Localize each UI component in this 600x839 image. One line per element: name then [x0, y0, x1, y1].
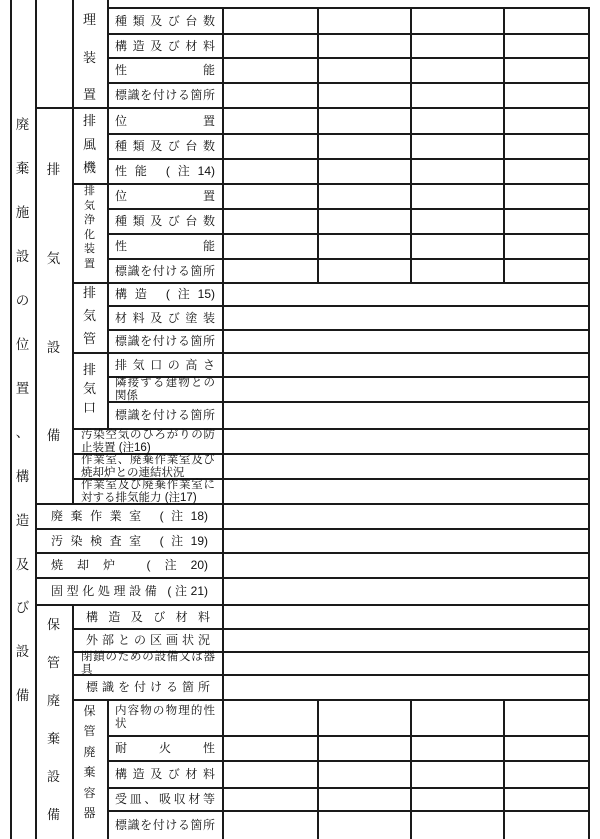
- vertical-char: 機: [82, 160, 96, 175]
- group-label-exhaust-fan: [74, 107, 105, 183]
- vertical-char: 備: [46, 807, 60, 822]
- row-label: [108, 135, 222, 158]
- row-label: [108, 35, 222, 57]
- row-label: [108, 109, 222, 133]
- row-label: [37, 530, 222, 552]
- vertical-char: 容: [83, 785, 96, 800]
- group-label-storage-equipment: [37, 604, 70, 839]
- row-label-text: 標識を付ける箇所: [115, 408, 215, 423]
- row-label: [108, 210, 222, 233]
- row-label: [74, 455, 222, 478]
- group-label-exhaust-outlet: [74, 352, 105, 428]
- vertical-char: 気: [82, 381, 96, 396]
- row-label-text: 標識を付ける箇所: [115, 263, 215, 278]
- row-label-text: 隣接する建物との関係: [115, 376, 215, 402]
- vertical-char: 設: [15, 248, 30, 264]
- row-label-text: 種類及び台数: [115, 214, 215, 229]
- vertical-char: び: [15, 600, 30, 616]
- vertical-char: 棄: [83, 765, 96, 780]
- vertical-char: 装: [84, 243, 95, 256]
- data-entry-area: [222, 7, 590, 839]
- vertical-char: 器: [83, 805, 96, 820]
- vertical-char: 装: [82, 49, 96, 65]
- group-label-exhaust-purifier: [74, 183, 105, 282]
- vertical-char: 気: [84, 199, 95, 212]
- row-label-text: 性能: [115, 239, 215, 254]
- row-label: [108, 185, 222, 208]
- group-label-exhaust-equipment: [37, 107, 70, 503]
- vertical-char: 浄: [84, 214, 95, 227]
- row-label-text: 閉鎖のための設備又は器具: [81, 650, 215, 676]
- row-label-text: 固型化処理設備 (注21): [51, 584, 208, 599]
- row-label: [108, 737, 222, 760]
- row-label: [108, 59, 222, 82]
- vertical-char: 化: [84, 228, 95, 241]
- row-label-text: 標識を付ける箇所: [115, 88, 215, 103]
- vertical-char: 廃: [83, 744, 96, 759]
- vertical-char: 気: [46, 250, 61, 266]
- vertical-char: 排: [84, 185, 95, 197]
- vertical-char: 設: [46, 339, 61, 355]
- row-label: [37, 505, 222, 528]
- row-label-text: 汚染検査室 (注19): [51, 533, 208, 548]
- row-label-text: 位置: [115, 113, 215, 128]
- row-label: [37, 579, 222, 604]
- row-label-text: 構造及び材料: [115, 38, 215, 53]
- group-label-treatment-device: [74, 0, 105, 107]
- row-label-text: 作業室及び廃棄作業室に対する排気能力 (注17): [81, 478, 215, 504]
- vertical-char: 排: [46, 162, 61, 177]
- row-label: [108, 260, 222, 282]
- row-label: [74, 606, 222, 628]
- row-label-text: 種類及び台数: [115, 13, 215, 28]
- vertical-char: 棄: [46, 731, 60, 746]
- vertical-char: 位: [15, 336, 30, 352]
- row-label-text: 耐火性: [115, 741, 215, 756]
- row-label: [108, 812, 222, 839]
- vertical-char: 備: [15, 688, 30, 704]
- vertical-char: 保: [46, 617, 60, 632]
- vertical-char: 構: [15, 468, 30, 484]
- row-label-text: 内容物の物理的性状: [115, 705, 215, 730]
- row-label-text: 作業室、廃棄作業室及び焼却炉との連結状況: [81, 453, 215, 479]
- row-label: [74, 650, 222, 676]
- group-label-storage-container: [74, 699, 105, 839]
- vertical-char: 廃: [15, 117, 30, 132]
- row-label: [108, 84, 222, 107]
- row-label-text: 標識を付ける箇所: [115, 818, 215, 833]
- row-label-text: 受皿、吸収材等: [115, 792, 215, 807]
- row-label-text: 標識を付ける箇所: [115, 334, 215, 349]
- row-label-text: 構造及び材料: [86, 609, 210, 624]
- group-label-exhaust-duct: [74, 282, 105, 352]
- left-title-vertical: [12, 118, 33, 703]
- vertical-char: 、: [15, 424, 30, 440]
- row-label: [37, 554, 222, 577]
- row-label: [108, 354, 222, 376]
- vertical-char: 施: [15, 204, 30, 220]
- row-label-text: 焼却炉 (注20): [51, 558, 208, 573]
- row-label-text: 種類及び台数: [115, 139, 215, 154]
- vertical-char: 管: [82, 331, 96, 346]
- vertical-char: 排: [82, 362, 96, 377]
- row-label: [108, 331, 222, 352]
- vertical-char: 造: [15, 512, 30, 528]
- vertical-char: 排: [82, 285, 96, 300]
- vertical-char: 棄: [15, 160, 30, 176]
- vertical-char: 管: [83, 724, 96, 739]
- row-label-text: 汚染空気のひろがりの防止装置 (注16): [81, 428, 215, 454]
- row-label: [74, 430, 222, 453]
- vertical-char: の: [15, 292, 30, 308]
- row-label-text: 性能: [115, 63, 215, 78]
- row-label-text: 標識を付ける箇所: [86, 680, 210, 695]
- row-label: [108, 160, 222, 183]
- row-label-text: 外部との区画状況: [86, 633, 210, 648]
- row-label-text: 性能 (注14): [115, 164, 215, 179]
- vertical-char: 理: [82, 12, 96, 27]
- vertical-char: 置: [15, 380, 30, 396]
- row-label: [108, 9, 222, 33]
- vertical-char: 管: [46, 655, 60, 670]
- row-label-text: 廃棄作業室 (注18): [51, 509, 208, 524]
- row-label: [108, 235, 222, 258]
- row-label-text: 材料及び塗装: [115, 310, 215, 325]
- row-label-text: 排気口の高さ: [115, 357, 215, 372]
- row-label-text: 構造 (注15): [115, 287, 215, 302]
- vertical-char: 口: [82, 400, 96, 415]
- vertical-char: 排: [82, 113, 96, 128]
- vertical-char: 風: [82, 136, 96, 152]
- row-label: [108, 789, 222, 810]
- row-label: [108, 762, 222, 787]
- vertical-char: 備: [46, 428, 61, 444]
- row-label: [108, 378, 222, 401]
- vertical-char: 置: [84, 257, 95, 270]
- vertical-char: 置: [82, 87, 96, 102]
- row-label: [108, 403, 222, 428]
- row-label: [74, 676, 222, 699]
- vertical-char: 保: [83, 704, 96, 718]
- vertical-char: 設: [15, 644, 30, 660]
- row-label: [74, 630, 222, 651]
- vertical-char: 及: [15, 556, 30, 572]
- vertical-char: 気: [82, 308, 96, 323]
- row-label: [108, 701, 222, 735]
- row-label: [74, 480, 222, 503]
- vertical-char: 廃: [46, 693, 60, 708]
- vertical-char: 設: [46, 769, 60, 784]
- row-label-text: 構造及び材料: [115, 767, 215, 782]
- row-label: [108, 307, 222, 329]
- row-label: [108, 284, 222, 305]
- row-label-text: 位置: [115, 189, 215, 204]
